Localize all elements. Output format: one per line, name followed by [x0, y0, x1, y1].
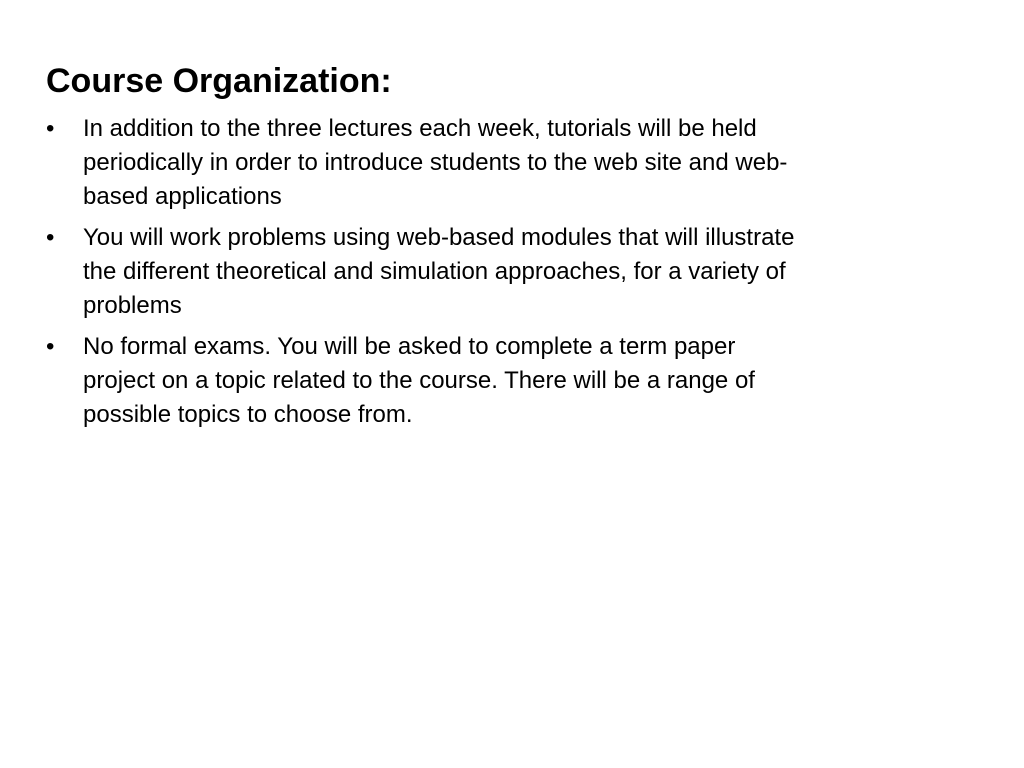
- bullet-list: [46, 112, 946, 439]
- bullet-icon: •: [46, 115, 55, 142]
- bullet-text: No formal exams. You will be asked to complete a term paper project on a topic related to the course. There will be a range of possible topics to choose from.: [83, 333, 755, 428]
- bullet-icon: •: [46, 333, 55, 360]
- list-item: [46, 221, 946, 323]
- slide-title: Course Organization:: [46, 62, 392, 100]
- bullet-text: You will work problems using web-based modules that will illustrate the different theoretical and simulation approaches, for a variety of problems: [83, 224, 795, 319]
- list-item: [46, 330, 946, 432]
- bullet-text: In addition to the three lectures each week, tutorials will be held periodically in order to introduce students to the web site and web- based applications: [83, 115, 788, 210]
- list-item: [46, 112, 946, 214]
- bullet-icon: •: [46, 224, 55, 251]
